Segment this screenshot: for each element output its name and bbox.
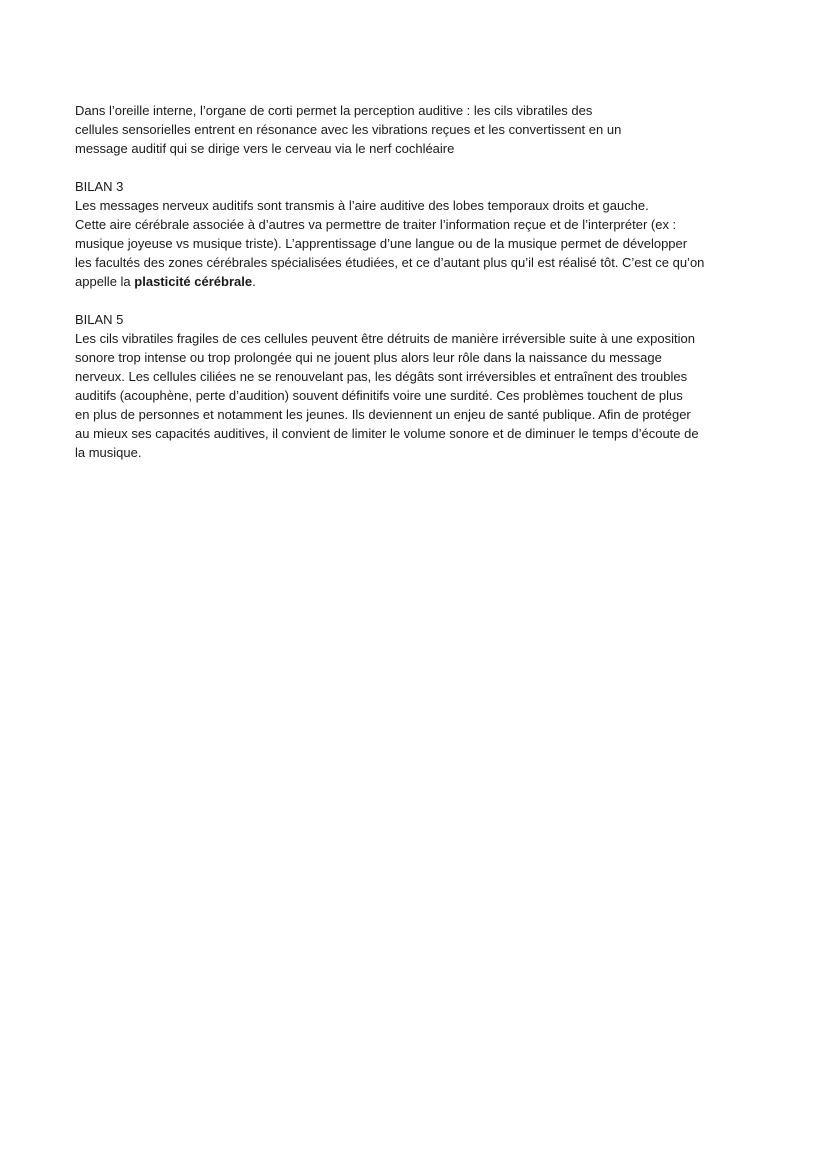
text-line: la musique. bbox=[75, 445, 142, 460]
paragraph-gap bbox=[75, 291, 765, 310]
text-line: Les messages nerveux auditifs sont transmis à l’aire auditive des lobes temporaux droits et gauche. bbox=[75, 198, 649, 213]
text-line: Dans l’oreille interne, l’organe de corti permet la perception auditive : les cils vibratiles des bbox=[75, 103, 593, 118]
text-line-with-emphasis bbox=[75, 272, 765, 291]
text-fragment: appelle la bbox=[75, 274, 135, 289]
text-line: message auditif qui se dirige vers le cerveau via le nerf cochléaire bbox=[75, 141, 455, 156]
text-line: Les cils vibratiles fragiles de ces cellules peuvent être détruits de manière irréversible suite à une exposition bbox=[75, 331, 695, 346]
text-fragment: . bbox=[252, 274, 256, 289]
text-line: les facultés des zones cérébrales spécialisées étudiées, et ce d’autant plus qu’il est réalisé tôt. C’est ce qu’on bbox=[75, 255, 705, 270]
text-line: auditifs (acouphène, perte d’audition) souvent définitifs voire une surdité. Ces problèmes touchent de plus bbox=[75, 388, 683, 403]
text-line: Cette aire cérébrale associée à d’autres va permettre de traiter l’information reçue et de l’interpréter (ex : bbox=[75, 217, 677, 232]
text-line: au mieux ses capacités auditives, il convient de limiter le volume sonore et de diminuer le temps d’écoute de bbox=[75, 426, 699, 441]
text-line: en plus de personnes et notamment les jeunes. Ils deviennent un enjeu de santé publique. Afin de protéger bbox=[75, 407, 691, 422]
text-line: musique joyeuse vs musique triste). L’apprentissage d’une langue ou de la musique permet de développer bbox=[75, 236, 688, 251]
paragraph-gap bbox=[75, 158, 765, 177]
document-body bbox=[75, 101, 765, 462]
section-bilan-3 bbox=[75, 177, 765, 291]
text-line: sonore trop intense ou trop prolongée qui ne jouent plus alors leur rôle dans la naissance du message bbox=[75, 350, 662, 365]
text-line: nerveux. Les cellules ciliées ne se renouvelant pas, les dégâts sont irréversibles et entraînent des troubles bbox=[75, 369, 688, 384]
text-line: cellules sensorielles entrent en résonance avec les vibrations reçues et les convertissent en un bbox=[75, 122, 622, 137]
section-heading: BILAN 5 bbox=[75, 312, 124, 327]
paragraph-oreille-interne bbox=[75, 101, 765, 158]
emphasized-term: plasticité cérébrale bbox=[134, 274, 253, 289]
section-bilan-5 bbox=[75, 310, 765, 462]
section-heading: BILAN 3 bbox=[75, 179, 124, 194]
